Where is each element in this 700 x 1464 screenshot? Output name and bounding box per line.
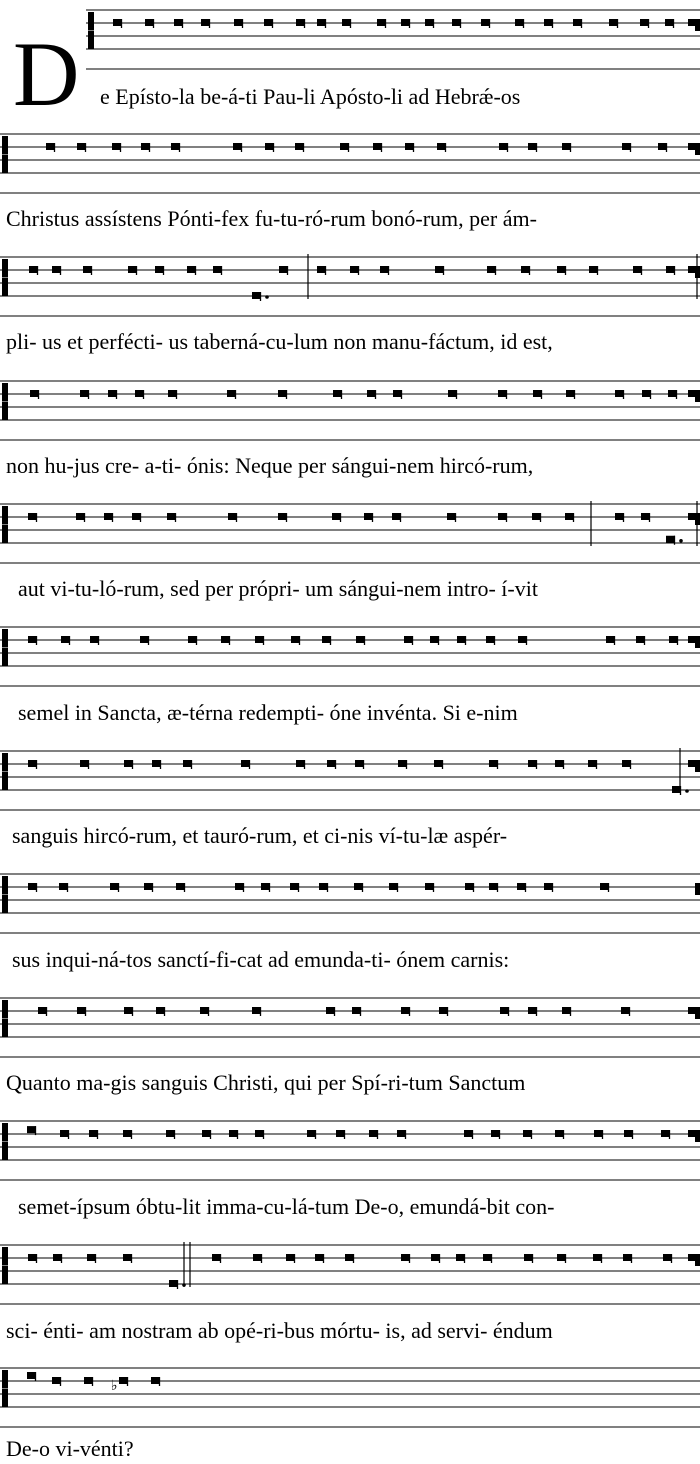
punctum-note bbox=[489, 883, 498, 890]
punctum-note bbox=[356, 636, 365, 643]
punctum-note bbox=[201, 19, 210, 26]
punctum-note bbox=[380, 266, 389, 273]
punctum-note bbox=[437, 143, 446, 150]
punctum-note bbox=[642, 390, 651, 397]
punctum-note bbox=[124, 760, 133, 767]
punctum-note bbox=[77, 143, 86, 150]
lyric-text: semel in Sancta, æ-térna redempti- óne invénta. Si e-nim bbox=[18, 700, 518, 725]
punctum-note bbox=[622, 143, 631, 150]
punctum-note bbox=[439, 1007, 448, 1014]
lyric-line bbox=[0, 82, 700, 112]
punctum-note bbox=[425, 883, 434, 890]
punctum-note bbox=[532, 513, 541, 520]
lyric-text: e Epísto-la be-á-ti Pau-li Apósto-li ad Hebrǽ-os bbox=[100, 84, 521, 109]
punctum-note bbox=[588, 760, 597, 767]
punctum-note bbox=[227, 390, 236, 397]
lyric-line bbox=[0, 451, 700, 481]
punctum-note bbox=[152, 760, 161, 767]
punctum-note bbox=[30, 390, 39, 397]
punctum-note bbox=[128, 266, 137, 273]
mora-dot bbox=[685, 789, 689, 793]
punctum-note bbox=[28, 1254, 37, 1261]
punctum-note bbox=[434, 760, 443, 767]
custos-icon bbox=[695, 19, 700, 31]
punctum-note bbox=[110, 883, 119, 890]
lyric-line bbox=[0, 1068, 700, 1098]
punctum-note bbox=[483, 1254, 492, 1261]
punctum-note bbox=[661, 1130, 670, 1137]
punctum-note bbox=[319, 883, 328, 890]
punctum-note bbox=[517, 883, 526, 890]
punctum-note bbox=[663, 1254, 672, 1261]
punctum-note bbox=[228, 513, 237, 520]
custos-icon bbox=[695, 1254, 700, 1266]
punctum-note bbox=[401, 19, 410, 26]
punctum-note bbox=[60, 1130, 69, 1137]
punctum-note bbox=[557, 1254, 566, 1261]
punctum-note bbox=[155, 266, 164, 273]
punctum-note bbox=[633, 266, 642, 273]
punctum-note bbox=[393, 390, 402, 397]
custos-icon bbox=[695, 1130, 700, 1142]
punctum-note bbox=[176, 883, 185, 890]
custos-icon bbox=[695, 760, 700, 772]
lyric-line bbox=[0, 821, 700, 851]
punctum-note bbox=[573, 19, 582, 26]
punctum-note bbox=[166, 1130, 175, 1137]
punctum-note bbox=[352, 1007, 361, 1014]
punctum-note bbox=[221, 636, 230, 643]
punctum-note bbox=[28, 636, 37, 643]
punctum-note bbox=[296, 19, 305, 26]
punctum-note bbox=[28, 760, 37, 767]
punctum-note bbox=[665, 19, 674, 26]
punctum-note bbox=[401, 1254, 410, 1261]
punctum-note bbox=[355, 760, 364, 767]
punctum-note bbox=[332, 513, 341, 520]
punctum-note bbox=[255, 636, 264, 643]
punctum-note bbox=[28, 513, 37, 520]
punctum-note bbox=[593, 1254, 602, 1261]
punctum-note bbox=[622, 760, 631, 767]
punctum-note bbox=[327, 760, 336, 767]
punctum-note bbox=[61, 636, 70, 643]
punctum-note bbox=[52, 266, 61, 273]
punctum-note bbox=[80, 760, 89, 767]
punctum-note bbox=[435, 266, 444, 273]
punctum-note bbox=[528, 760, 537, 767]
punctum-note bbox=[486, 636, 495, 643]
punctum-note bbox=[252, 1007, 261, 1014]
punctum-note bbox=[515, 19, 524, 26]
punctum-note bbox=[392, 513, 401, 520]
punctum-note bbox=[87, 1254, 96, 1261]
punctum-note bbox=[123, 1254, 132, 1261]
punctum-note bbox=[430, 636, 439, 643]
punctum-note bbox=[389, 883, 398, 890]
punctum-note bbox=[77, 1007, 86, 1014]
lyric-text: Christus assístens Pónti-fex fu-tu-ró-rum bonó-rum, per ám- bbox=[6, 206, 537, 231]
do-clef-icon bbox=[2, 753, 8, 790]
lyric-text: aut vi-tu-ló-rum, sed per própri- um sángui-nem intro- í-vit bbox=[18, 576, 538, 601]
punctum-note bbox=[397, 1130, 406, 1137]
punctum-note bbox=[171, 143, 180, 150]
punctum-note bbox=[290, 883, 299, 890]
punctum-note bbox=[46, 143, 55, 150]
do-clef-icon bbox=[2, 1370, 8, 1407]
lyric-text: Quanto ma-gis sanguis Christi, qui per Spí-ri-tum Sanctum bbox=[6, 1070, 526, 1095]
punctum-note bbox=[465, 883, 474, 890]
punctum-note bbox=[144, 883, 153, 890]
punctum-note bbox=[447, 513, 456, 520]
punctum-note bbox=[253, 1254, 262, 1261]
custos-icon bbox=[695, 390, 700, 402]
flat-icon: ♭ bbox=[111, 1378, 118, 1394]
lyric-line bbox=[0, 945, 700, 975]
custos-icon bbox=[695, 883, 700, 895]
lyric-text: non hu-jus cre- a-ti- ónis: Neque per sángui-nem hircó-rum, bbox=[6, 453, 534, 478]
punctum-note bbox=[83, 266, 92, 273]
punctum-note bbox=[499, 143, 508, 150]
punctum-note bbox=[489, 760, 498, 767]
punctum-note bbox=[404, 636, 413, 643]
punctum-note bbox=[27, 1126, 36, 1133]
punctum-note bbox=[213, 266, 222, 273]
punctum-note bbox=[464, 1130, 473, 1137]
do-clef-icon bbox=[2, 876, 8, 913]
punctum-note bbox=[354, 883, 363, 890]
punctum-note bbox=[565, 513, 574, 520]
punctum-note bbox=[212, 1254, 221, 1261]
punctum-note bbox=[264, 19, 273, 26]
punctum-note bbox=[345, 1254, 354, 1261]
punctum-note bbox=[252, 292, 261, 299]
lyric-text: sanguis hircó-rum, et tauró-rum, et ci-nis ví-tu-læ aspér- bbox=[12, 823, 508, 848]
punctum-note bbox=[174, 19, 183, 26]
punctum-note bbox=[491, 1130, 500, 1137]
punctum-note bbox=[615, 390, 624, 397]
do-clef-icon bbox=[2, 259, 8, 296]
lyric-line bbox=[0, 1434, 700, 1464]
punctum-note bbox=[28, 883, 37, 890]
punctum-note bbox=[295, 143, 304, 150]
drop-initial: D bbox=[13, 23, 80, 125]
punctum-note bbox=[315, 1254, 324, 1261]
punctum-note bbox=[132, 513, 141, 520]
punctum-note bbox=[533, 390, 542, 397]
do-clef-icon bbox=[88, 12, 94, 49]
do-clef-icon bbox=[2, 383, 8, 420]
lyric-line bbox=[0, 1192, 700, 1222]
custos-icon bbox=[695, 143, 700, 155]
punctum-note bbox=[594, 1130, 603, 1137]
punctum-note bbox=[658, 143, 667, 150]
punctum-note bbox=[229, 1130, 238, 1137]
do-clef-icon bbox=[2, 1123, 8, 1160]
punctum-note bbox=[151, 1377, 160, 1384]
lyric-line bbox=[0, 204, 700, 234]
lyric-line bbox=[0, 574, 700, 604]
punctum-note bbox=[27, 1372, 36, 1379]
punctum-note bbox=[234, 19, 243, 26]
do-clef-icon bbox=[2, 629, 8, 666]
punctum-note bbox=[666, 266, 675, 273]
punctum-note bbox=[29, 266, 38, 273]
punctum-note bbox=[279, 266, 288, 273]
punctum-note bbox=[557, 266, 566, 273]
punctum-note bbox=[187, 266, 196, 273]
punctum-note bbox=[528, 1007, 537, 1014]
punctum-note bbox=[80, 390, 89, 397]
mora-dot bbox=[265, 295, 269, 299]
punctum-note bbox=[336, 1130, 345, 1137]
punctum-note bbox=[145, 19, 154, 26]
punctum-note bbox=[188, 636, 197, 643]
punctum-note bbox=[600, 883, 609, 890]
punctum-note bbox=[278, 513, 287, 520]
punctum-note bbox=[566, 390, 575, 397]
punctum-note bbox=[487, 266, 496, 273]
do-clef-icon bbox=[2, 1000, 8, 1037]
punctum-note bbox=[123, 1130, 132, 1137]
lyric-text: pli- us et perfécti- us taberná-cu-lum non manu-fáctum, id est, bbox=[6, 329, 553, 354]
punctum-note bbox=[555, 1130, 564, 1137]
lyric-line bbox=[0, 698, 700, 728]
punctum-note bbox=[500, 1007, 509, 1014]
punctum-note bbox=[84, 1377, 93, 1384]
punctum-note bbox=[202, 1130, 211, 1137]
punctum-note bbox=[241, 760, 250, 767]
punctum-note bbox=[524, 1254, 533, 1261]
punctum-note bbox=[521, 266, 530, 273]
lyric-line bbox=[0, 327, 700, 357]
punctum-note bbox=[307, 1130, 316, 1137]
punctum-note bbox=[52, 1377, 61, 1384]
punctum-note bbox=[498, 513, 507, 520]
punctum-note bbox=[156, 1007, 165, 1014]
punctum-note bbox=[113, 19, 122, 26]
punctum-note bbox=[528, 143, 537, 150]
punctum-note bbox=[124, 1007, 133, 1014]
do-clef-icon bbox=[2, 506, 8, 543]
punctum-note bbox=[606, 636, 615, 643]
punctum-note bbox=[425, 19, 434, 26]
punctum-note bbox=[589, 266, 598, 273]
punctum-note bbox=[405, 143, 414, 150]
punctum-note bbox=[555, 760, 564, 767]
punctum-note bbox=[457, 636, 466, 643]
punctum-note bbox=[498, 390, 507, 397]
punctum-note bbox=[322, 636, 331, 643]
punctum-note bbox=[119, 1377, 128, 1384]
punctum-note bbox=[291, 636, 300, 643]
lyric-text: semet-ípsum óbtu-lit imma-cu-lá-tum De-o, emundá-bit con- bbox=[18, 1194, 555, 1219]
punctum-note bbox=[364, 513, 373, 520]
punctum-note bbox=[108, 390, 117, 397]
punctum-note bbox=[401, 1007, 410, 1014]
punctum-note bbox=[448, 390, 457, 397]
punctum-note bbox=[640, 19, 649, 26]
punctum-note bbox=[261, 883, 270, 890]
punctum-note bbox=[200, 1007, 209, 1014]
lyric-text: De-o vi-vénti? bbox=[6, 1436, 134, 1461]
punctum-note bbox=[621, 1007, 630, 1014]
custos-icon bbox=[695, 636, 700, 648]
punctum-note bbox=[624, 1130, 633, 1137]
punctum-note bbox=[183, 760, 192, 767]
punctum-note bbox=[615, 513, 624, 520]
punctum-note bbox=[373, 143, 382, 150]
punctum-note bbox=[518, 636, 527, 643]
punctum-note bbox=[38, 1007, 47, 1014]
punctum-note bbox=[135, 390, 144, 397]
punctum-note bbox=[350, 266, 359, 273]
punctum-note bbox=[641, 513, 650, 520]
mora-dot bbox=[679, 539, 683, 543]
punctum-note bbox=[431, 1254, 440, 1261]
custos-icon bbox=[695, 1007, 700, 1019]
punctum-note bbox=[265, 143, 274, 150]
punctum-note bbox=[90, 636, 99, 643]
punctum-note bbox=[333, 390, 342, 397]
punctum-note bbox=[369, 1130, 378, 1137]
punctum-note bbox=[481, 19, 490, 26]
do-clef-icon bbox=[2, 136, 8, 173]
punctum-note bbox=[233, 143, 242, 150]
punctum-note bbox=[669, 636, 678, 643]
punctum-note bbox=[636, 636, 645, 643]
punctum-note bbox=[326, 1007, 335, 1014]
do-clef-icon bbox=[2, 1247, 8, 1284]
punctum-note bbox=[112, 143, 121, 150]
punctum-note bbox=[452, 19, 461, 26]
punctum-note bbox=[317, 19, 326, 26]
punctum-note bbox=[544, 19, 553, 26]
punctum-note bbox=[340, 143, 349, 150]
punctum-note bbox=[544, 883, 553, 890]
punctum-note bbox=[398, 760, 407, 767]
punctum-note bbox=[89, 1130, 98, 1137]
punctum-note bbox=[456, 1254, 465, 1261]
punctum-note bbox=[286, 1254, 295, 1261]
punctum-note bbox=[668, 390, 677, 397]
punctum-note bbox=[59, 883, 68, 890]
punctum-note bbox=[169, 1280, 178, 1287]
punctum-note bbox=[367, 390, 376, 397]
lyric-text: sus inqui-ná-tos sanctí-fi-cat ad emunda-ti- ónem carnis: bbox=[12, 947, 510, 972]
punctum-note bbox=[53, 1254, 62, 1261]
punctum-note bbox=[342, 19, 351, 26]
punctum-note bbox=[141, 143, 150, 150]
punctum-note bbox=[623, 1254, 632, 1261]
punctum-note bbox=[278, 390, 287, 397]
punctum-note bbox=[377, 19, 386, 26]
punctum-note bbox=[562, 1007, 571, 1014]
punctum-note bbox=[523, 1130, 532, 1137]
lyric-line bbox=[0, 1316, 700, 1346]
punctum-note bbox=[562, 143, 571, 150]
punctum-note bbox=[609, 19, 618, 26]
punctum-note bbox=[666, 536, 675, 543]
punctum-note bbox=[167, 513, 176, 520]
punctum-note bbox=[255, 1130, 264, 1137]
punctum-note bbox=[140, 636, 149, 643]
lyric-text: sci- énti- am nostram ab opé-ri-bus mórtu- is, ad servi- éndum bbox=[6, 1318, 553, 1343]
punctum-note bbox=[76, 513, 85, 520]
punctum-note bbox=[104, 513, 113, 520]
punctum-note bbox=[168, 390, 177, 397]
punctum-note bbox=[235, 883, 244, 890]
punctum-note bbox=[296, 760, 305, 767]
punctum-note bbox=[317, 266, 326, 273]
